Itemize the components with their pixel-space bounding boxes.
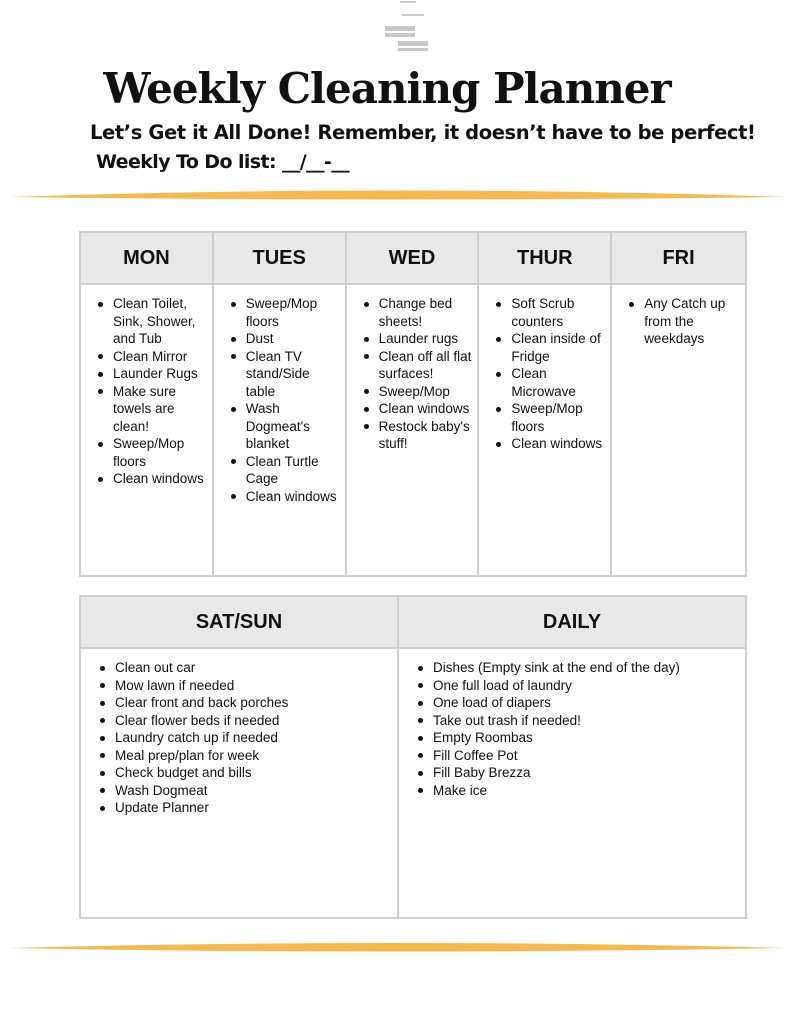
task-item: Sweep/Mop — [361, 383, 472, 401]
page-subtitle: Let’s Get it All Done! Remember, it doesn’t have to be perfect! — [90, 121, 756, 144]
task-item: Launder Rugs — [95, 365, 206, 383]
task-item: Restock baby's stuff! — [361, 418, 472, 453]
task-item: Launder rugs — [361, 330, 472, 348]
weekend-column — [81, 597, 399, 917]
task-item: Make ice — [415, 782, 739, 800]
task-item: One load of diapers — [415, 694, 739, 712]
task-list — [493, 295, 604, 453]
weekday-table — [79, 231, 747, 577]
task-item: Fill Baby Brezza — [415, 764, 739, 782]
task-item: Clean out car — [97, 659, 391, 677]
task-item: Clean windows — [361, 400, 472, 418]
weekday-column-thur — [479, 233, 612, 575]
task-list — [626, 295, 739, 348]
daily-column — [399, 597, 745, 917]
thumbnail-preview-graphic — [380, 0, 430, 52]
task-item: Clean windows — [228, 488, 339, 506]
task-item: Sweep/Mop floors — [95, 435, 206, 470]
task-list — [415, 659, 739, 799]
task-item: Clear front and back porches — [97, 694, 391, 712]
task-item: Soft Scrub counters — [493, 295, 604, 330]
task-item: Clean windows — [95, 470, 206, 488]
weekday-column-fri — [612, 233, 745, 575]
weekday-heading: THUR — [479, 233, 610, 285]
task-item: Any Catch up from the weekdays — [626, 295, 739, 348]
task-item: Check budget and bills — [97, 764, 391, 782]
task-item: Laundry catch up if needed — [97, 729, 391, 747]
task-item: Mow lawn if needed — [97, 677, 391, 695]
weekday-column-tues — [214, 233, 347, 575]
task-item: Clean Toilet, Sink, Shower, and Tub — [95, 295, 206, 348]
task-item: Sweep/Mop floors — [228, 295, 339, 330]
task-list — [95, 295, 206, 488]
task-item: Clean TV stand/Side table — [228, 348, 339, 401]
top-accent-swoosh — [0, 186, 794, 206]
weekday-heading: TUES — [214, 233, 345, 285]
weekday-heading: WED — [347, 233, 478, 285]
weekday-heading: FRI — [612, 233, 745, 285]
task-item: Wash Dogmeat — [97, 782, 391, 800]
task-item: Clean Microwave — [493, 365, 604, 400]
bottom-accent-swoosh — [0, 938, 794, 958]
task-item: Dust — [228, 330, 339, 348]
task-item: Empty Roombas — [415, 729, 739, 747]
task-item: Make sure towels are clean! — [95, 383, 206, 436]
task-item: Clean off all flat surfaces! — [361, 348, 472, 383]
task-item: Clean windows — [493, 435, 604, 453]
task-list — [361, 295, 472, 453]
task-item: Update Planner — [97, 799, 391, 817]
task-item: Fill Coffee Pot — [415, 747, 739, 765]
weekday-heading: MON — [81, 233, 212, 285]
task-item: Wash Dogmeat's blanket — [228, 400, 339, 453]
daily-heading: DAILY — [399, 597, 745, 649]
task-list — [97, 659, 391, 817]
task-item: Take out trash if needed! — [415, 712, 739, 730]
weekend-heading: SAT/SUN — [81, 597, 397, 649]
weekday-column-mon — [81, 233, 214, 575]
task-item: Clear flower beds if needed — [97, 712, 391, 730]
task-item: One full load of laundry — [415, 677, 739, 695]
task-item: Meal prep/plan for week — [97, 747, 391, 765]
task-item: Dishes (Empty sink at the end of the day) — [415, 659, 739, 677]
page-title: Weekly Cleaning Planner — [103, 64, 671, 113]
weekend-daily-table — [79, 595, 747, 919]
weekday-column-wed — [347, 233, 480, 575]
task-item: Sweep/Mop floors — [493, 400, 604, 435]
todo-date-label: Weekly To Do list: __/__-__ — [96, 151, 350, 173]
task-item: Clean Mirror — [95, 348, 206, 366]
task-item: Change bed sheets! — [361, 295, 472, 330]
task-item: Clean inside of Fridge — [493, 330, 604, 365]
task-item: Clean Turtle Cage — [228, 453, 339, 488]
task-list — [228, 295, 339, 505]
